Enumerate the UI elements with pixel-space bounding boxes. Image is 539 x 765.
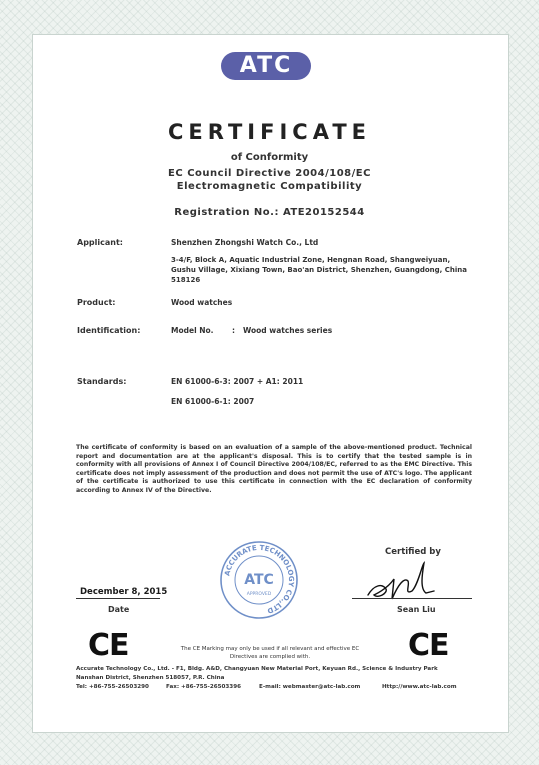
certified-by-label: Certified by [385,547,441,557]
footer-tel: Tel: +86-755-26503290 [76,684,149,690]
date-value: December 8, 2015 [80,587,168,597]
directive-line: EC Council Directive 2004/108/EC [168,168,371,179]
certificate-title: CERTIFICATE [168,120,371,144]
compatibility-line: Electromagnetic Compatibility [176,181,363,192]
standards-label: Standards: [77,377,127,386]
identification-label: Identification: [77,326,141,335]
certificate-subtitle: of Conformity [230,152,309,163]
applicant-address: 3-4/F, Block A, Aquatic Industrial Zone, Hengnan Road, Shangweiyuan, Gushu Village, Xixiang Town, Bao'an District, Shenzhen, Guangdong, China 518126 [171,256,467,284]
product-value: Wood watches [171,298,233,307]
footer-website: Http://www.atc-lab.com [382,684,457,690]
model-separator: : [232,326,235,335]
model-label: Model No. [171,326,214,335]
signer-name: Sean Liu [397,605,436,614]
conformity-statement: The certificate of conformity is based on an evaluation of a sample of the above-mentioned product. Technical report and documentation are at the applicant's disposal. This is to certify that the tested sample is in conformity with all provisions of Annex I of Council Directive 2004/108/EC, referred to as the EMC Directive. This certificate does not imply assessment of the production and does not permit the use of ATC's logo. The applicant of the certificate is authorized to use this certificate in connection with the EC declaration of conformity according to Annex IV of the Directive. [76,444,472,494]
atc-approved-seal-icon [219,540,299,620]
seal-center-text: ATC [244,572,274,588]
applicant-name: Shenzhen Zhongshi Watch Co., Ltd [171,238,319,247]
seal-ring-text: ACCURATE TECHNOLOGY CO.,LTD [223,543,296,615]
ce-note-line-2: Directives are complied with. [229,654,311,660]
ce-note-line-1: The CE Marking may only be used if all relevant and effective EC [180,646,360,652]
footer-address-1: Accurate Technology Co., Ltd. - F1, Bldg. A&D, Changyuan New Material Port, Keyuan Rd., Science & Industry Park [76,666,438,672]
ce-mark-right-icon: CE [408,628,449,663]
standard-2: EN 61000-6-1: 2007 [171,397,255,406]
footer-address-2: Nanshan District, Shenzhen 518057, P.R. China [76,675,225,681]
ce-mark-left-icon: CE [88,628,129,663]
atc-logo: ATC [221,52,311,80]
signature-line [352,598,472,599]
standard-1: EN 61000-6-3: 2007 + A1: 2011 [171,377,304,386]
footer-email: E-mail: webmaster@atc-lab.com [259,684,361,690]
registration-number: Registration No.: ATE20152544 [174,207,365,218]
date-line [76,598,160,599]
ce-note [150,645,390,661]
date-label: Date [108,605,130,614]
seal-bottom-text: APPROVED [246,592,272,597]
footer-fax: Fax: +86-755-26503396 [166,684,241,690]
product-label: Product: [77,298,116,307]
applicant-label: Applicant: [77,238,123,247]
model-value: Wood watches series [243,326,333,335]
